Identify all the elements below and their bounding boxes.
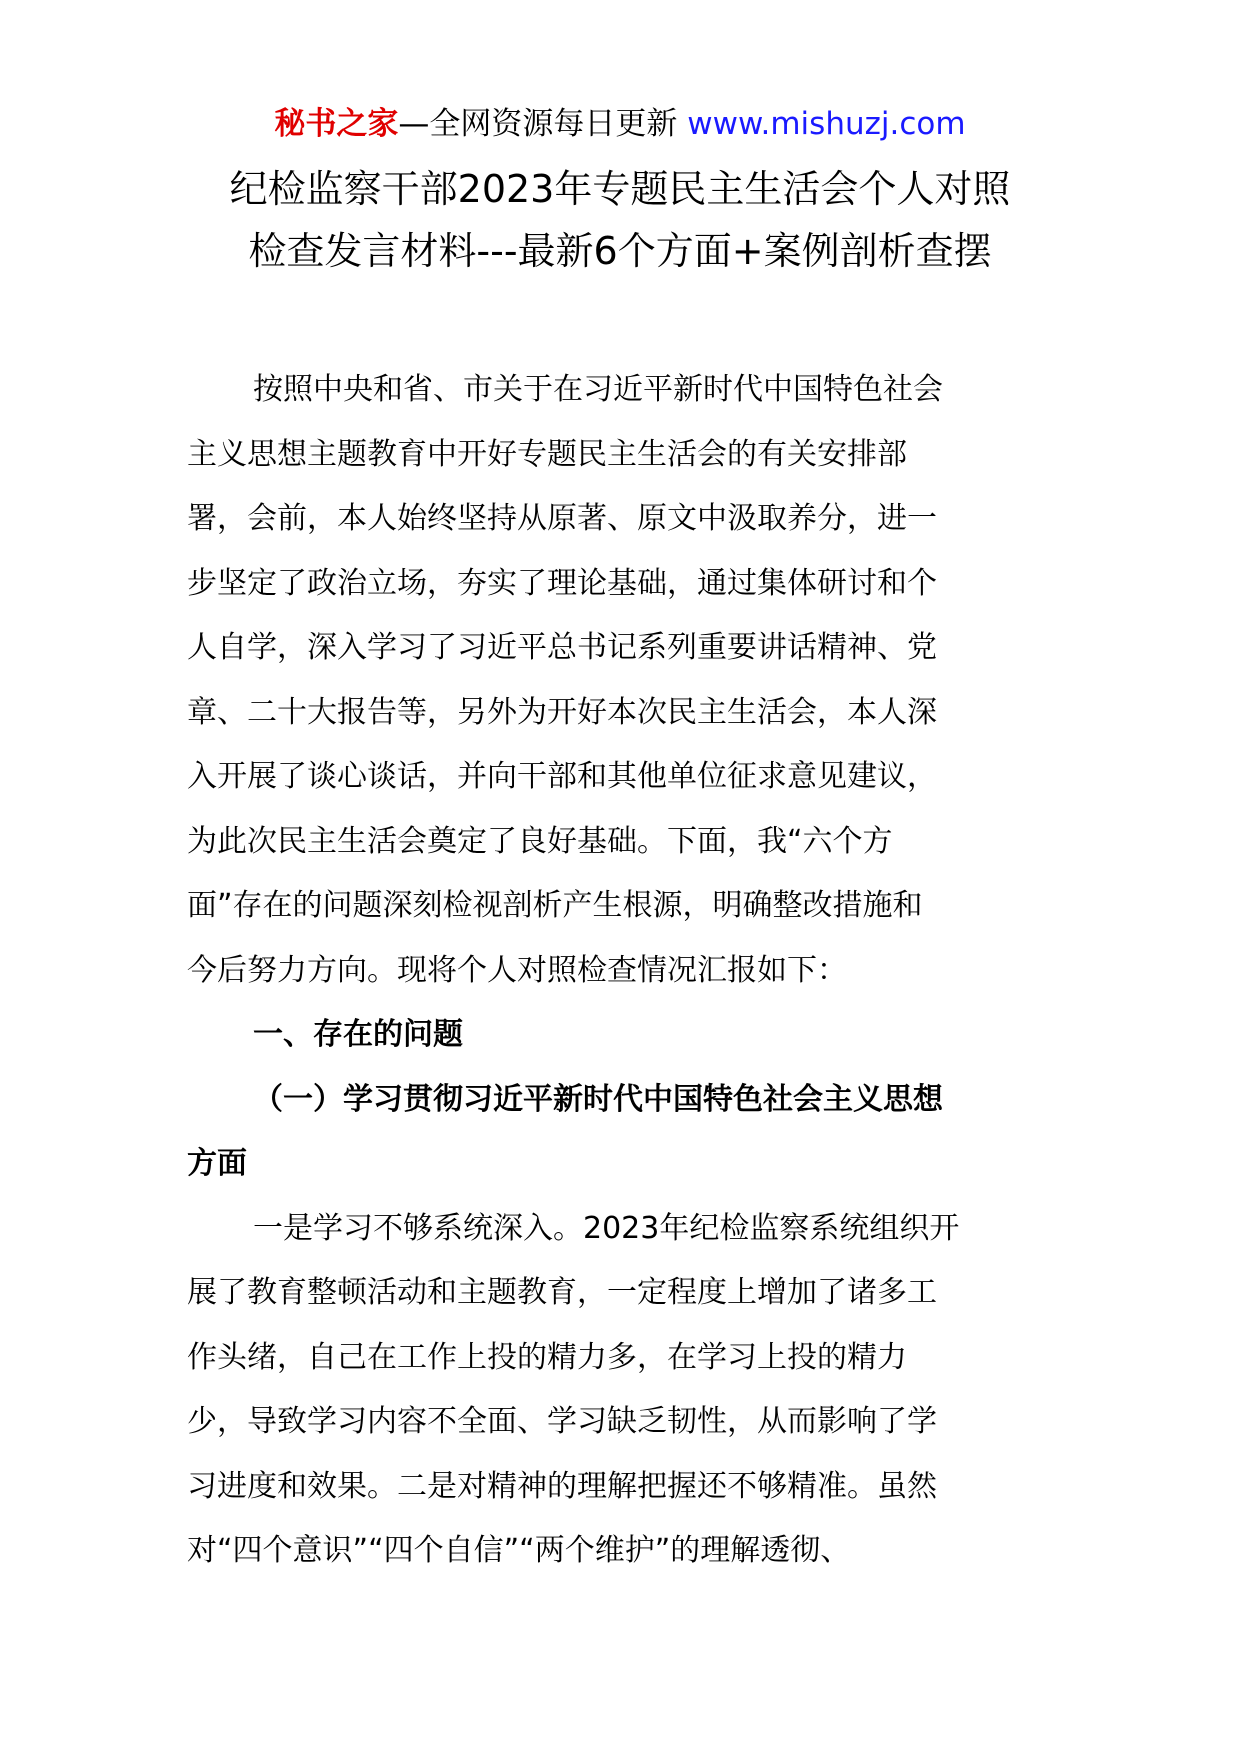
subsection-heading-line-1: （一）学习贯彻习近平新时代中国特色社会主义思想	[253, 1081, 943, 1117]
brand-name: 秘书之家	[274, 106, 399, 142]
text-line: 步坚定了政治立场，夯实了理论基础，通过集体研讨和个	[187, 565, 937, 601]
intro-paragraph	[187, 358, 1047, 1003]
text-line: 章、二十大报告等，另外为开好本次民主生活会，本人深	[187, 694, 937, 730]
title-line-2: 检查发言材料---最新6个方面+案例剖析查摆	[248, 229, 992, 273]
document-body	[187, 358, 1047, 1584]
subsection-heading-line-2: 方面	[187, 1146, 247, 1181]
subsection-heading	[187, 1068, 1047, 1197]
text-line: 面”存在的问题深刻检视剖析产生根源，明确整改措施和	[187, 888, 923, 923]
text-line: 今后努力方向。现将个人对照检查情况汇报如下：	[187, 952, 847, 988]
section-heading: 一、存在的问题	[253, 1017, 463, 1052]
text-line: 入开展了谈心谈话，并向干部和其他单位征求意见建议，	[187, 759, 937, 794]
text-line: 署，会前，本人始终坚持从原著、原文中汲取养分，进一	[187, 501, 937, 536]
text-line: 少，导致学习内容不全面、学习缺乏韧性，从而影响了学	[187, 1404, 937, 1439]
text-line: 对“四个意识”“四个自信”“两个维护”的理解透彻、	[187, 1533, 851, 1568]
text-line: 主义思想主题教育中开好专题民主生活会的有关安排部	[187, 436, 907, 472]
text-line: 习进度和效果。二是对精神的理解把握还不够精准。虽然	[187, 1468, 937, 1504]
text-line: 展了教育整顿活动和主题教育，一定程度上增加了诸多工	[187, 1275, 937, 1310]
text-line: 按照中央和省、市关于在习近平新时代中国特色社会	[253, 372, 943, 407]
body-paragraph	[187, 1197, 1047, 1584]
text-line: 人自学，深入学习了习近平总书记系列重要讲话精神、党	[187, 630, 937, 665]
text-line: 为此次民主生活会奠定了良好基础。下面，我“六个方	[187, 823, 893, 859]
site-url-link[interactable]: www.mishuzj.com	[687, 106, 966, 142]
text-line: 一是学习不够系统深入。2023年纪检监察系统组织开	[253, 1210, 960, 1246]
site-header	[0, 102, 1240, 146]
header-tagline: —全网资源每日更新	[398, 106, 678, 142]
document-title	[0, 158, 1240, 282]
text-line: 作头绪，自己在工作上投的精力多，在学习上投的精力	[187, 1339, 907, 1375]
title-line-1: 纪检监察干部2023年专题民主生活会个人对照	[229, 167, 1011, 211]
